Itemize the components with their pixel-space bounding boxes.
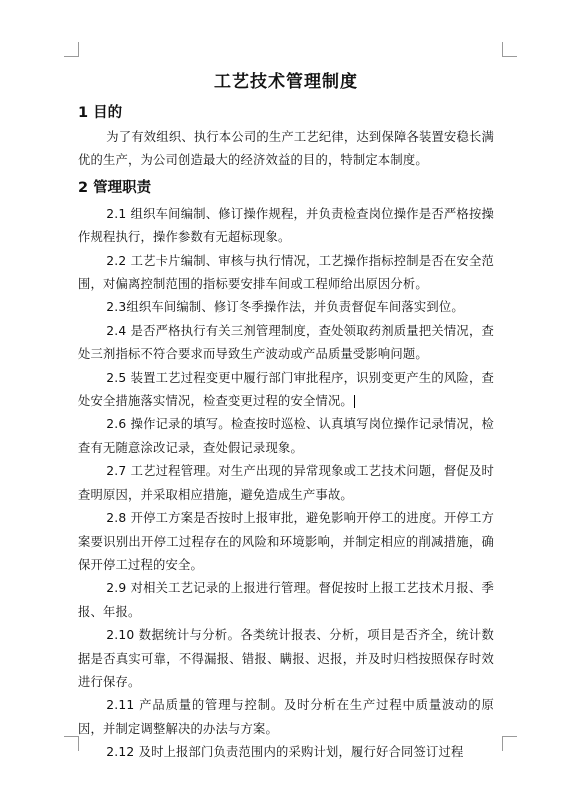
page-corner-mark-top-right xyxy=(502,42,517,57)
clause-2-5 xyxy=(78,367,494,414)
clause-2-11: 2.11 产品质量的管理与控制。及时分析在生产过程中质量波动的原因，并制定调整解决的办法与方案。 xyxy=(78,698,494,736)
purpose-paragraph: 为了有效组织、执行本公司的生产工艺纪律，达到保障各装置安稳长满优的生产，为公司创造最大的经济效益的目的，特制定本制度。 xyxy=(78,130,494,168)
page-corner-mark-bottom-right xyxy=(502,736,517,751)
section-heading-responsibilities: 2 管理职责 xyxy=(78,179,152,196)
clause-2-9: 2.9 对相关工艺记录的上报进行管理。督促按时上报工艺技术月报、季报、年报。 xyxy=(78,581,494,619)
text-cursor xyxy=(354,395,355,408)
clause-2-4: 2.4 是否严格执行有关三剂管理制度，查处领取药剂质量把关情况，查处三剂指标不符合要求而导致生产波动或产品质量受影响问题。 xyxy=(78,323,494,362)
clause-2-2: 2.2 工艺卡片编制、审核与执行情况，工艺操作指标控制是否在安全范围，对偏离控制范围的指标要安排车间或工程师给出原因分析。 xyxy=(78,253,494,292)
document-title: 工艺技术管理制度 xyxy=(214,72,358,92)
clause-2-10: 2.10 数据统计与分析。各类统计报表、分析，项目是否齐全，统计数据是否真实可靠，不得漏报、错报、瞒报、迟报，并及时归档按照保存时效进行保存。 xyxy=(78,628,494,689)
clause-2-7: 2.7 工艺过程管理。对生产出现的异常现象或工艺技术问题，督促及时查明原因，并采取相应措施，避免造成生产事故。 xyxy=(78,464,494,502)
section-heading-purpose: 1 目的 xyxy=(78,105,123,121)
clause-2-6: 2.6 操作记录的填写。检查按时巡检、认真填写岗位操作记录情况，检查有无随意涂改记录，查处假记录现象。 xyxy=(78,417,494,455)
page-corner-mark-bottom-left xyxy=(64,736,79,751)
clause-2-3: 2.3组织车间编制、修订冬季操作法，并负责督促车间落实到位。 xyxy=(106,300,464,315)
document-page[interactable] xyxy=(78,66,494,765)
clause-2-12: 2.12 及时上报部门负责范围内的采购计划，履行好合同签订过程 xyxy=(106,745,464,760)
clause-2-1: 2.1 组织车间编制、修订操作规程，并负责检查岗位操作是否严格按操作规程执行，操作参数有无超标现象。 xyxy=(78,206,494,245)
page-corner-mark-top-left xyxy=(64,42,79,57)
clause-2-5-text: 2.5 装置工艺过程变更中履行部门审批程序，识别变更产生的风险，查处安全措施落实情况，检查变更过程的安全情况。 xyxy=(78,370,494,409)
clause-2-8: 2.8 开停工方案是否按时上报审批，避免影响开停工的进度。开停工方案要识别出开停工过程存在的风险和环境影响，并制定相应的削减措施，确保开停工过程的安全。 xyxy=(78,511,494,572)
